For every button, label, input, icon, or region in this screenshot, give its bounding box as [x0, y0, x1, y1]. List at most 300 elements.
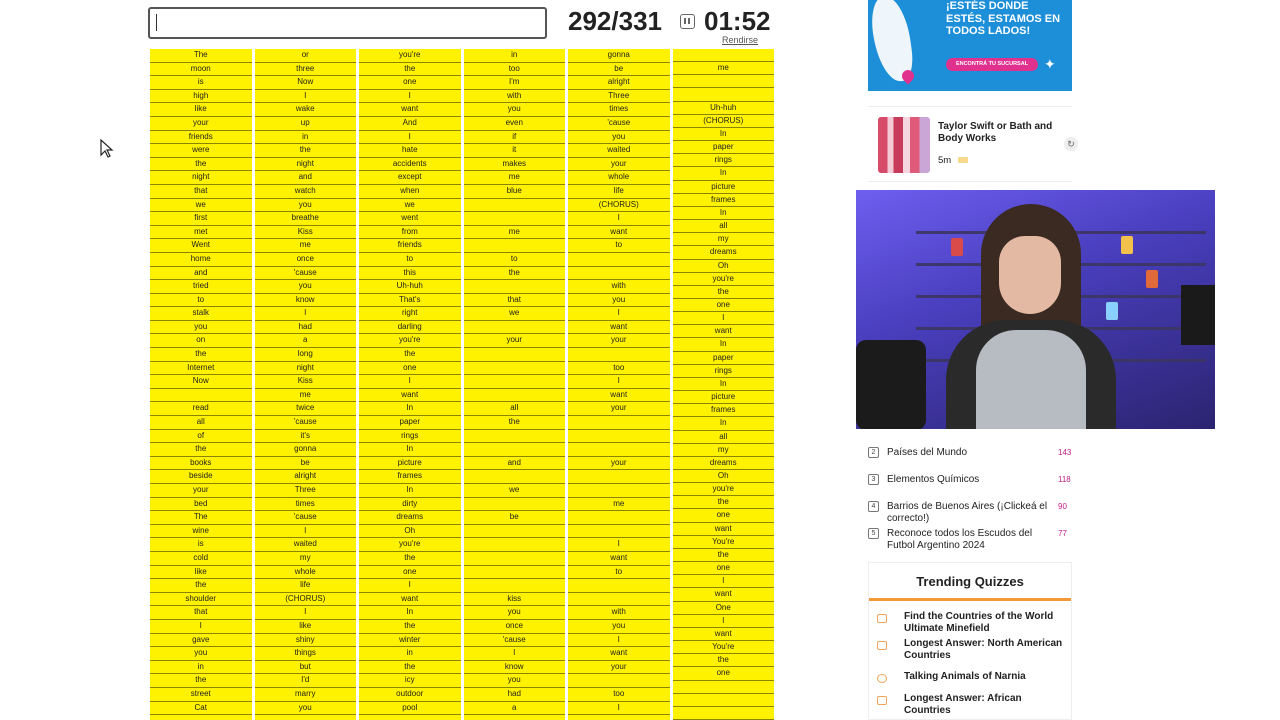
answer-cell: want: [673, 523, 775, 536]
answer-cell: me: [464, 171, 566, 185]
answer-cell: whole: [255, 566, 357, 580]
answer-cell: of: [150, 430, 252, 444]
answer-cell: I: [568, 538, 670, 552]
answer-cell: [464, 525, 566, 539]
answer-cell: [464, 280, 566, 294]
answer-cell: I: [359, 131, 461, 145]
trending-item-label[interactable]: Longest Answer: North American Countries: [904, 638, 1063, 661]
answer-cell: winter: [359, 634, 461, 648]
answer-cell: [464, 470, 566, 484]
trending-item-label[interactable]: Longest Answer: African Countries: [904, 693, 1022, 716]
answer-cell: marry: [255, 688, 357, 702]
answer-cell: all: [673, 220, 775, 233]
answer-cell: I: [150, 620, 252, 634]
answer-cell: [568, 511, 670, 525]
answer-cell: with: [464, 90, 566, 104]
answer-cell: wine: [150, 525, 252, 539]
answer-cell: rings: [359, 430, 461, 444]
answer-cell: Kiss: [255, 226, 357, 240]
answer-cell: like: [150, 103, 252, 117]
answer-cell: shiny: [255, 634, 357, 648]
timer: 01:52: [704, 6, 771, 36]
answer-cell: it: [464, 144, 566, 158]
answer-cell: want: [359, 103, 461, 117]
answer-column: [255, 49, 357, 720]
answer-cell: the: [150, 158, 252, 172]
answer-cell: times: [255, 498, 357, 512]
answer-cell: the: [359, 348, 461, 362]
news-title[interactable]: Taylor Swift or Bath and Body Works: [938, 121, 1053, 144]
answer-cell: your: [568, 457, 670, 471]
answer-cell: frames: [673, 404, 775, 417]
answer-cell: 'cause: [255, 511, 357, 525]
answer-cell: to: [359, 253, 461, 267]
answer-cell: Now: [255, 76, 357, 90]
news-badge-icon: [958, 157, 968, 163]
answer-cell: (CHORUS): [568, 199, 670, 213]
answer-cell: frames: [673, 194, 775, 207]
answer-cell: I: [568, 212, 670, 226]
answer-cell: one: [673, 299, 775, 312]
answer-column: [150, 49, 252, 720]
answer-cell: frames: [359, 470, 461, 484]
trending-item-label[interactable]: Talking Animals of Narnia: [904, 671, 1026, 682]
answer-cell: [464, 199, 566, 213]
answer-cell: [673, 75, 775, 88]
answer-cell: one: [673, 562, 775, 575]
answer-cell: Internet: [150, 362, 252, 376]
answer-cell: kiss: [464, 593, 566, 607]
popular-quiz-list: [868, 444, 1078, 552]
answer-cell: on: [150, 334, 252, 348]
answer-cell: bed: [150, 498, 252, 512]
answer-cell: me: [464, 226, 566, 240]
answer-cell: once: [464, 620, 566, 634]
answer-cell: times: [568, 103, 670, 117]
answer-cell: you're: [673, 483, 775, 496]
answer-cell: (CHORUS): [255, 593, 357, 607]
answer-cell: In: [359, 443, 461, 457]
answer-cell: paper: [673, 352, 775, 365]
answer-cell: icy: [359, 674, 461, 688]
answer-cell: the: [150, 674, 252, 688]
answer-cell: The: [150, 511, 252, 525]
answer-cell: I: [673, 575, 775, 588]
answer-cell: we: [464, 307, 566, 321]
list-item[interactable]: [868, 444, 1078, 471]
answer-cell: In: [673, 207, 775, 220]
answer-cell: know: [464, 661, 566, 675]
news-card[interactable]: [868, 106, 1075, 182]
answer-cell: want: [568, 647, 670, 661]
answer-cell: gave: [150, 634, 252, 648]
answer-cell: I: [673, 615, 775, 628]
answer-cell: In: [673, 128, 775, 141]
answer-cell: want: [673, 628, 775, 641]
answer-input[interactable]: [148, 7, 547, 39]
answer-cell: your: [150, 117, 252, 131]
answer-cell: [568, 267, 670, 281]
answer-cell: you: [150, 647, 252, 661]
answer-cell: You're: [673, 641, 775, 654]
give-up-link[interactable]: Rendirse: [722, 35, 759, 45]
score-counter: 292/331: [568, 6, 662, 36]
answer-cell: we: [464, 484, 566, 498]
answer-cell: you: [464, 674, 566, 688]
answer-cell: [464, 375, 566, 389]
answer-cell: [568, 470, 670, 484]
answer-cell: accidents: [359, 158, 461, 172]
answer-cell: beside: [150, 470, 252, 484]
answer-cell: one: [359, 566, 461, 580]
ad-button[interactable]: ENCONTRÁ TU SUCURSAL: [946, 58, 1038, 71]
answer-cell: too: [568, 688, 670, 702]
answer-cell: 'cause: [255, 416, 357, 430]
answer-cell: alright: [568, 76, 670, 90]
answer-cell: [568, 525, 670, 539]
answer-cell: all: [150, 416, 252, 430]
answer-cell: Oh: [359, 525, 461, 539]
toy-figure: [951, 238, 963, 256]
answer-cell: blue: [464, 185, 566, 199]
answer-cell: your: [568, 158, 670, 172]
streamer-shirt: [976, 330, 1086, 429]
answer-cell: the: [150, 443, 252, 457]
answer-cell: picture: [673, 181, 775, 194]
answer-cell: want: [568, 226, 670, 240]
answer-cell: you: [568, 620, 670, 634]
answer-cell: you're: [359, 49, 461, 63]
answer-cell: be: [568, 63, 670, 77]
answer-cell: but: [255, 661, 357, 675]
answer-cell: all: [673, 431, 775, 444]
pause-icon[interactable]: [680, 14, 695, 29]
answer-cell: hate: [359, 144, 461, 158]
answer-cell: in: [464, 49, 566, 63]
trending-quizzes-box: [868, 562, 1072, 720]
answer-cell: you: [464, 103, 566, 117]
answer-cell: we: [359, 199, 461, 213]
answer-cell: I: [255, 606, 357, 620]
answer-cell: friends: [359, 239, 461, 253]
answer-cell: [568, 484, 670, 498]
toy-figure: [1106, 302, 1118, 320]
answer-cell: [464, 430, 566, 444]
answer-cell: [673, 49, 775, 62]
answer-cell: you: [255, 199, 357, 213]
list-item[interactable]: [868, 498, 1078, 525]
answer-cell: dreams: [359, 511, 461, 525]
answer-cell: Now: [150, 375, 252, 389]
answer-cell: I: [568, 307, 670, 321]
answer-cell: is: [150, 76, 252, 90]
answer-cell: your: [568, 661, 670, 675]
answer-cell: [464, 321, 566, 335]
play-count: 90: [1058, 502, 1067, 511]
refresh-icon[interactable]: ↻: [1064, 137, 1078, 151]
answer-cell: [150, 389, 252, 403]
answer-cell: (CHORUS): [673, 115, 775, 128]
answer-cell: were: [150, 144, 252, 158]
answer-cell: picture: [673, 391, 775, 404]
answer-cell: whole: [568, 171, 670, 185]
answer-cell: the: [150, 348, 252, 362]
answer-cell: met: [150, 226, 252, 240]
answer-cell: in: [359, 647, 461, 661]
answer-cell: to: [568, 239, 670, 253]
answer-cell: Uh-huh: [673, 102, 775, 115]
answer-cell: be: [464, 511, 566, 525]
rank-number: 4: [868, 501, 879, 512]
answer-cell: [464, 239, 566, 253]
ad-headline: ¡ESTÉS DONDE ESTÉS, ESTAMOS EN TODOS LADOS!: [946, 0, 1061, 37]
answer-cell: your: [150, 484, 252, 498]
answer-cell: street: [150, 688, 252, 702]
answer-cell: In: [673, 167, 775, 180]
answer-cell: paper: [359, 416, 461, 430]
answer-cell: shoulder: [150, 593, 252, 607]
answer-cell: In: [359, 402, 461, 416]
list-item[interactable]: [868, 471, 1078, 498]
answer-column: [568, 49, 670, 720]
answer-cell: [464, 362, 566, 376]
answer-cell: long: [255, 348, 357, 362]
answer-cell: the: [673, 549, 775, 562]
answer-cell: The: [150, 49, 252, 63]
answer-cell: like: [255, 620, 357, 634]
answer-cell: too: [464, 63, 566, 77]
lamp: [1181, 285, 1215, 345]
answer-cell: I: [464, 647, 566, 661]
answer-cell: I: [255, 307, 357, 321]
list-item-title[interactable]: Reconoce todos los Escudos del Futbol Argentino 2024: [887, 528, 1033, 551]
answer-cell: I: [359, 579, 461, 593]
answer-cell: [568, 348, 670, 362]
answer-cell: the: [150, 579, 252, 593]
play-count: 118: [1058, 475, 1071, 484]
news-time: 5m: [938, 155, 952, 166]
answer-cell: the: [673, 496, 775, 509]
answer-cell: with: [568, 280, 670, 294]
answer-cell: In: [359, 484, 461, 498]
answer-cell: and: [255, 171, 357, 185]
answer-cell: or: [255, 49, 357, 63]
answer-cell: gonna: [568, 49, 670, 63]
answer-cell: one: [673, 509, 775, 522]
map-icon: [877, 641, 887, 650]
answer-cell: want: [568, 389, 670, 403]
answer-cell: breathe: [255, 212, 357, 226]
answer-cell: 'cause: [255, 267, 357, 281]
answer-cell: 'cause: [568, 117, 670, 131]
answer-cell: be: [255, 457, 357, 471]
answer-cell: [673, 694, 775, 707]
answer-cell: paper: [673, 141, 775, 154]
answer-cell: gonna: [255, 443, 357, 457]
answer-cell: like: [150, 566, 252, 580]
answer-cell: [464, 579, 566, 593]
answer-cell: my: [673, 444, 775, 457]
answer-cell: In: [673, 417, 775, 430]
answer-cell: want: [568, 321, 670, 335]
answer-cell: had: [464, 688, 566, 702]
answer-cell: want: [359, 389, 461, 403]
answer-cell: stalk: [150, 307, 252, 321]
answer-cell: [568, 593, 670, 607]
answer-cell: in: [255, 131, 357, 145]
answer-cell: Cat: [150, 702, 252, 716]
toy-figure: [1146, 270, 1158, 288]
answer-cell: this: [359, 267, 461, 281]
list-item[interactable]: [868, 525, 1078, 552]
play-count: 77: [1058, 529, 1067, 538]
answer-column: [464, 49, 566, 720]
answer-cell: Went: [150, 239, 252, 253]
answer-cell: your: [568, 334, 670, 348]
answer-cell: [673, 681, 775, 694]
answer-cell: I: [568, 375, 670, 389]
answer-cell: I: [673, 312, 775, 325]
chair: [856, 340, 926, 429]
answer-cell: darling: [359, 321, 461, 335]
answer-cell: the: [359, 661, 461, 675]
answer-cell: [568, 579, 670, 593]
answer-cell: [568, 416, 670, 430]
answer-cell: the: [359, 620, 461, 634]
list-item-title[interactable]: Barrios de Buenos Aires (¡Clickeá el correcto!): [887, 501, 1048, 524]
answer-cell: twice: [255, 402, 357, 416]
answer-cell: [464, 538, 566, 552]
answer-cell: I'd: [255, 674, 357, 688]
answer-cell: want: [673, 325, 775, 338]
answer-cell: I: [359, 375, 461, 389]
answer-cell: [464, 348, 566, 362]
answer-cell: except: [359, 171, 461, 185]
answer-cell: the: [673, 286, 775, 299]
answer-cell: up: [255, 117, 357, 131]
answer-cell: [673, 88, 775, 101]
answer-cell: we: [150, 199, 252, 213]
answer-cell: [568, 430, 670, 444]
answer-cell: too: [568, 362, 670, 376]
list-item-title[interactable]: Elementos Químicos: [887, 474, 980, 485]
answer-cell: alright: [255, 470, 357, 484]
answer-cell: [568, 674, 670, 688]
answer-cell: I: [359, 90, 461, 104]
answer-cell: one: [359, 362, 461, 376]
answer-cell: [464, 389, 566, 403]
answer-cell: all: [464, 402, 566, 416]
answer-cell: me: [673, 62, 775, 75]
list-item-title[interactable]: Países del Mundo: [887, 447, 968, 458]
answer-cell: life: [568, 185, 670, 199]
map-icon: [877, 614, 887, 623]
answer-cell: [464, 566, 566, 580]
answer-cell: if: [464, 131, 566, 145]
answer-cell: moon: [150, 63, 252, 77]
answer-cell: the: [464, 267, 566, 281]
answer-cell: home: [150, 253, 252, 267]
answer-cell: you: [568, 131, 670, 145]
answer-cell: life: [255, 579, 357, 593]
map-icon: [877, 696, 887, 705]
answer-cell: first: [150, 212, 252, 226]
answer-cell: to: [568, 566, 670, 580]
answer-cell: waited: [568, 144, 670, 158]
text-caret: [156, 14, 157, 31]
answer-cell: friends: [150, 131, 252, 145]
trending-item-label[interactable]: Find the Countries of the World Ultimate Minefield: [904, 611, 1054, 634]
answer-cell: I: [255, 90, 357, 104]
answer-cell: know: [255, 294, 357, 308]
answer-cell: you: [255, 280, 357, 294]
answer-cell: me: [255, 389, 357, 403]
answer-cell: you: [568, 294, 670, 308]
animal-icon: [877, 674, 887, 683]
answer-cell: you: [464, 606, 566, 620]
answer-cell: the: [359, 63, 461, 77]
answer-cell: right: [359, 307, 461, 321]
answer-cell: that: [150, 185, 252, 199]
answer-cell: Oh: [673, 470, 775, 483]
answer-cell: want: [568, 552, 670, 566]
answer-cell: tried: [150, 280, 252, 294]
webcam-overlay: [856, 190, 1215, 429]
ad-banner[interactable]: [868, 0, 1072, 91]
answer-column: [359, 49, 461, 720]
answer-cell: In: [359, 606, 461, 620]
answer-cell: three: [255, 63, 357, 77]
answer-cell: 'cause: [464, 634, 566, 648]
sparkle-icon: ✦: [1044, 56, 1056, 72]
answer-cell: night: [255, 362, 357, 376]
answer-cell: I: [568, 702, 670, 716]
answer-cell: read: [150, 402, 252, 416]
answer-cell: my: [673, 233, 775, 246]
answer-cell: You're: [673, 536, 775, 549]
answer-cell: is: [150, 538, 252, 552]
answer-cell: want: [359, 593, 461, 607]
answer-cell: and: [150, 267, 252, 281]
answer-cell: one: [359, 76, 461, 90]
answer-cell: to: [150, 294, 252, 308]
answer-cell: to: [464, 253, 566, 267]
answer-cell: One: [673, 602, 775, 615]
answer-cell: In: [673, 338, 775, 351]
answer-cell: picture: [359, 457, 461, 471]
answer-cell: cold: [150, 552, 252, 566]
answer-cell: a: [255, 334, 357, 348]
mouse-cursor-icon: [100, 139, 114, 159]
answer-cell: the: [673, 654, 775, 667]
answer-cell: And: [359, 117, 461, 131]
answer-cell: want: [673, 588, 775, 601]
answer-cell: you're: [359, 334, 461, 348]
answer-cell: one: [673, 667, 775, 680]
answer-cell: outdoor: [359, 688, 461, 702]
trending-title: Trending Quizzes: [869, 563, 1071, 601]
answer-cell: [673, 707, 775, 720]
answer-cell: [464, 212, 566, 226]
answer-cell: pool: [359, 702, 461, 716]
answer-cell: your: [464, 334, 566, 348]
answer-cell: Oh: [673, 260, 775, 273]
answer-cell: rings: [673, 365, 775, 378]
answer-cell: the: [255, 144, 357, 158]
answer-cell: with: [568, 606, 670, 620]
answer-cell: I: [255, 525, 357, 539]
answer-cell: night: [150, 171, 252, 185]
